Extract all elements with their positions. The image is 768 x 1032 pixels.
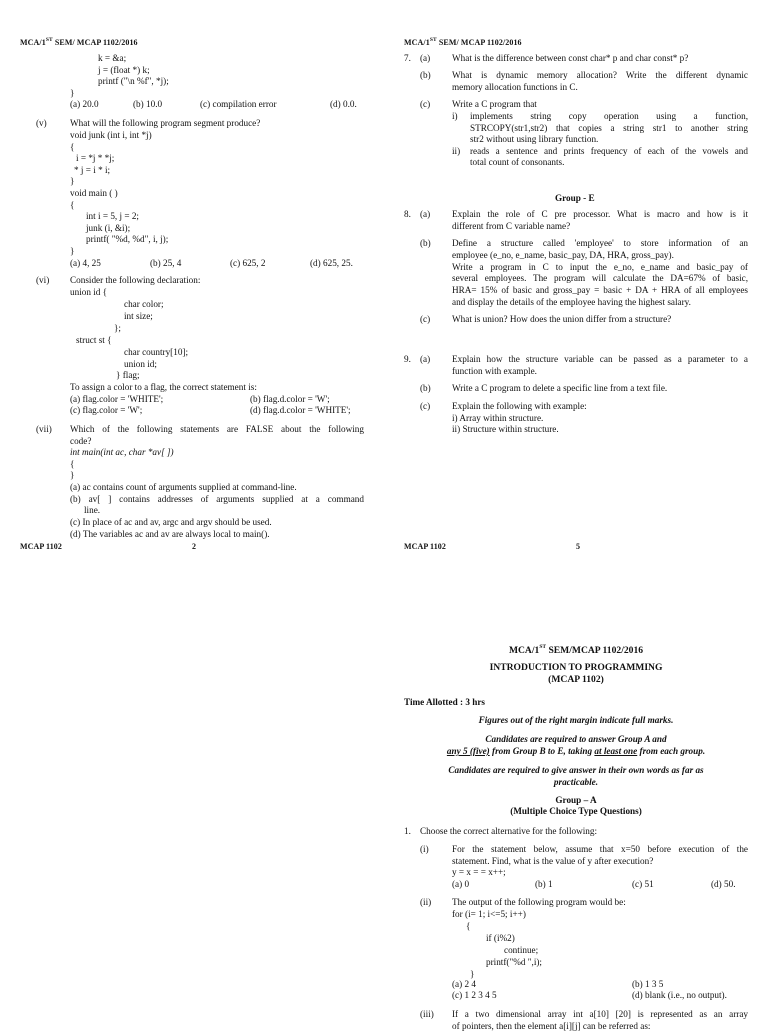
code-line: }: [70, 176, 75, 186]
option: (a) flag.color = 'WHITE';: [70, 394, 164, 404]
option: (c) 625, 2: [230, 258, 266, 268]
question-text: Write a C program to delete a specific line from a text file.: [452, 383, 668, 393]
code-line: i = *j * *j;: [76, 153, 115, 163]
question-text: Define a structure called 'employee' to store information of an: [452, 238, 748, 248]
code-line: printf ("\n %f", *j);: [98, 76, 169, 86]
option: (c) 51: [632, 879, 654, 889]
option: (b) 25, 4: [150, 258, 182, 268]
sub-item-text: i) Array within structure.: [452, 413, 544, 423]
code-line: }: [470, 969, 475, 979]
code-line: continue;: [504, 945, 539, 955]
page-header: MCA/1ST SEM/MCAP 1102/2016: [508, 644, 644, 656]
sub-item-text: reads a sentence and prints frequency of each of the vowels and: [470, 146, 748, 156]
code-line: char country[10];: [124, 347, 189, 357]
question-text: Consider the following declaration:: [70, 275, 201, 285]
option: (b) 1: [535, 879, 553, 889]
code-line: printf("%d ",i);: [486, 957, 542, 967]
page-footer: MCAP 1102: [20, 542, 63, 551]
code-line: printf( "%d, %d", i, j);: [86, 234, 169, 244]
question-text: To assign a color to a flag, the correct statement is:: [70, 382, 257, 392]
question-label: (a): [420, 354, 431, 364]
question-label: (i): [420, 844, 429, 854]
option: (a) ac contains count of arguments supplied at command-line.: [70, 482, 297, 492]
code-line: void junk (int i, int *j): [70, 130, 152, 140]
question-label: (b): [420, 383, 431, 393]
option: (c) In place of ac and av, argc and argv should be used.: [70, 517, 272, 527]
instruction: Candidates are required to give answer in their own words as far as: [448, 765, 704, 775]
question-text: What is the difference between const char* p and char const* p?: [452, 53, 689, 63]
sub-item-text: implements string copy operation using a function,: [470, 111, 748, 121]
page-footer: MCAP 1102: [404, 542, 447, 551]
code-line: void main ( ): [70, 188, 118, 198]
option: line.: [84, 505, 101, 515]
instruction: practicable.: [553, 777, 599, 787]
code-line: }: [70, 88, 75, 98]
question-text: memory allocation functions in C.: [452, 82, 578, 92]
option: (c) flag.color = 'W';: [70, 405, 143, 415]
code-line: y = x = = x++;: [452, 867, 506, 877]
option: (d) The variables ac and av are always local to main().: [70, 529, 270, 539]
question-text: Write a C program that: [452, 99, 537, 109]
option: (a) 0: [452, 879, 470, 889]
question-text: HRA= 15% of basic and gross_pay = basic + DA + HRA of all employees: [452, 285, 748, 295]
question-label: (ii): [420, 897, 432, 907]
code-line: if (i%2): [486, 933, 515, 943]
code-line: }: [70, 470, 75, 480]
question-text: function with example.: [452, 366, 537, 376]
paper-title: INTRODUCTION TO PROGRAMMING: [489, 662, 663, 673]
question-text: Explain how the structure variable can be passed as a parameter to a: [452, 354, 748, 364]
code-line: union id;: [124, 359, 157, 369]
code-line: int size;: [124, 311, 153, 321]
option: (c) 1 2 3 4 5: [452, 990, 497, 1000]
option: (a) 4, 25: [70, 258, 101, 268]
code-line: k = &a;: [98, 53, 127, 63]
question-number: 1.: [404, 826, 411, 836]
question-text: What will the following program segment produce?: [70, 118, 261, 128]
option: (b) 1 3 5: [632, 979, 664, 989]
code-line: {: [70, 200, 75, 210]
question-number: (v): [36, 118, 47, 128]
option: (d) 625, 25.: [310, 258, 353, 268]
sub-item-text: str2 without using library function.: [470, 134, 599, 144]
instruction: any 5 (five) from Group B to E, taking at least one from each group.: [446, 746, 706, 756]
question-label: (c): [420, 314, 431, 324]
option: (b) 10.0: [133, 99, 163, 109]
question-label: (c): [420, 401, 431, 411]
question-number: 9.: [404, 354, 411, 364]
group-heading: Group - E: [555, 193, 595, 203]
paper-code: (MCAP 1102): [548, 674, 604, 685]
code-line: struct st {: [76, 335, 112, 345]
code-line: for (i= 1; i<=5; i++): [452, 909, 526, 919]
question-text: Choose the correct alternative for the following:: [420, 826, 598, 836]
question-text: employee (e_no, e_name, basic_pay, DA, HRA, gross_pay).: [452, 250, 674, 260]
code-line: junk (i, &i);: [86, 223, 131, 233]
option: (c) compilation error: [200, 99, 277, 109]
code-line: j = (float *) k;: [98, 65, 150, 75]
question-text: and display the details of the employee having the highest salary.: [452, 297, 691, 307]
option: (d) flag.d.color = 'WHITE';: [250, 405, 351, 415]
sub-item-text: total count of consonants.: [470, 157, 565, 167]
question-text: different from C variable name?: [452, 221, 571, 231]
option: (d) blank (i.e., no output).: [632, 990, 727, 1000]
question-label: (iii): [420, 1009, 434, 1019]
question-label: (c): [420, 99, 431, 109]
code-line: } flag;: [116, 370, 140, 380]
group-heading: Group – A: [555, 795, 597, 805]
question-label: (a): [420, 209, 431, 219]
question-text: several employees. The program will calculate the DA=67% of basic,: [452, 273, 748, 283]
option: (d) 0.0.: [330, 99, 357, 109]
question-number: (vii): [36, 424, 52, 434]
question-text: What is union? How does the union differ from a structure?: [452, 314, 672, 324]
code-line: {: [70, 459, 75, 469]
code-line: int i = 5, j = 2;: [86, 211, 139, 221]
question-text: of pointers, then the element a[i][j] can be referred as:: [452, 1021, 651, 1031]
question-text: If a two dimensional array int a[10] [20] is represented as an array: [452, 1009, 748, 1019]
question-text: code?: [70, 436, 92, 446]
code-line: {: [466, 921, 471, 931]
code-line: {: [70, 142, 75, 152]
sub-item-label: ii): [452, 146, 461, 156]
page-header: MCA/1ST SEM/ MCAP 1102/2016: [404, 37, 522, 47]
sub-item-text: STRCOPY(str1,str2) that copies a string str1 to another string: [470, 123, 748, 133]
option: (a) 20.0: [70, 99, 99, 109]
question-text: Explain the role of C pre processor. What is macro and how is it: [452, 209, 748, 219]
question-label: (b): [420, 70, 431, 80]
option: (b) av[ ] contains addresses of arguments supplied at a command: [70, 494, 364, 504]
page-number: 5: [576, 542, 581, 551]
code-line: union id {: [70, 287, 108, 297]
time-allotted: Time Allotted : 3 hrs: [404, 697, 485, 707]
instruction: Figures out of the right margin indicate full marks.: [478, 715, 674, 725]
instruction: Candidates are required to answer Group A and: [485, 734, 667, 744]
code-line: }: [70, 246, 75, 256]
question-text: Which of the following statements are FALSE about the following: [70, 424, 364, 434]
sub-item-text: ii) Structure within structure.: [452, 424, 559, 434]
code-line: char color;: [124, 299, 164, 309]
question-number: 7.: [404, 53, 411, 63]
question-text: What is dynamic memory allocation? Write the different dynamic: [452, 70, 748, 80]
question-number: 8.: [404, 209, 411, 219]
code-line: };: [114, 323, 121, 333]
question-text: Write a program in C to input the e_no, e_name and basic_pay of: [452, 262, 748, 272]
question-text: For the statement below, assume that x=50 before execution of the: [452, 844, 748, 854]
question-text: Explain the following with example:: [452, 401, 587, 411]
page-number: 2: [192, 542, 197, 551]
code-line: * j = i * i;: [74, 165, 111, 175]
option: (b) flag.d.color = 'W';: [250, 394, 330, 404]
sub-item-label: i): [452, 111, 458, 121]
group-subheading: (Multiple Choice Type Questions): [510, 806, 642, 816]
question-text: statement. Find, what is the value of y after execution?: [452, 856, 654, 866]
page-header: MCA/1ST SEM/ MCAP 1102/2016: [20, 37, 138, 47]
question-number: (vi): [36, 275, 50, 285]
option: (d) 50.: [711, 879, 736, 889]
question-label: (a): [420, 53, 431, 63]
question-label: (b): [420, 238, 431, 248]
code-line: int main(int ac, char *av[ ]): [70, 447, 174, 457]
option: (a) 2 4: [452, 979, 476, 989]
question-text: The output of the following program would be:: [452, 897, 626, 907]
